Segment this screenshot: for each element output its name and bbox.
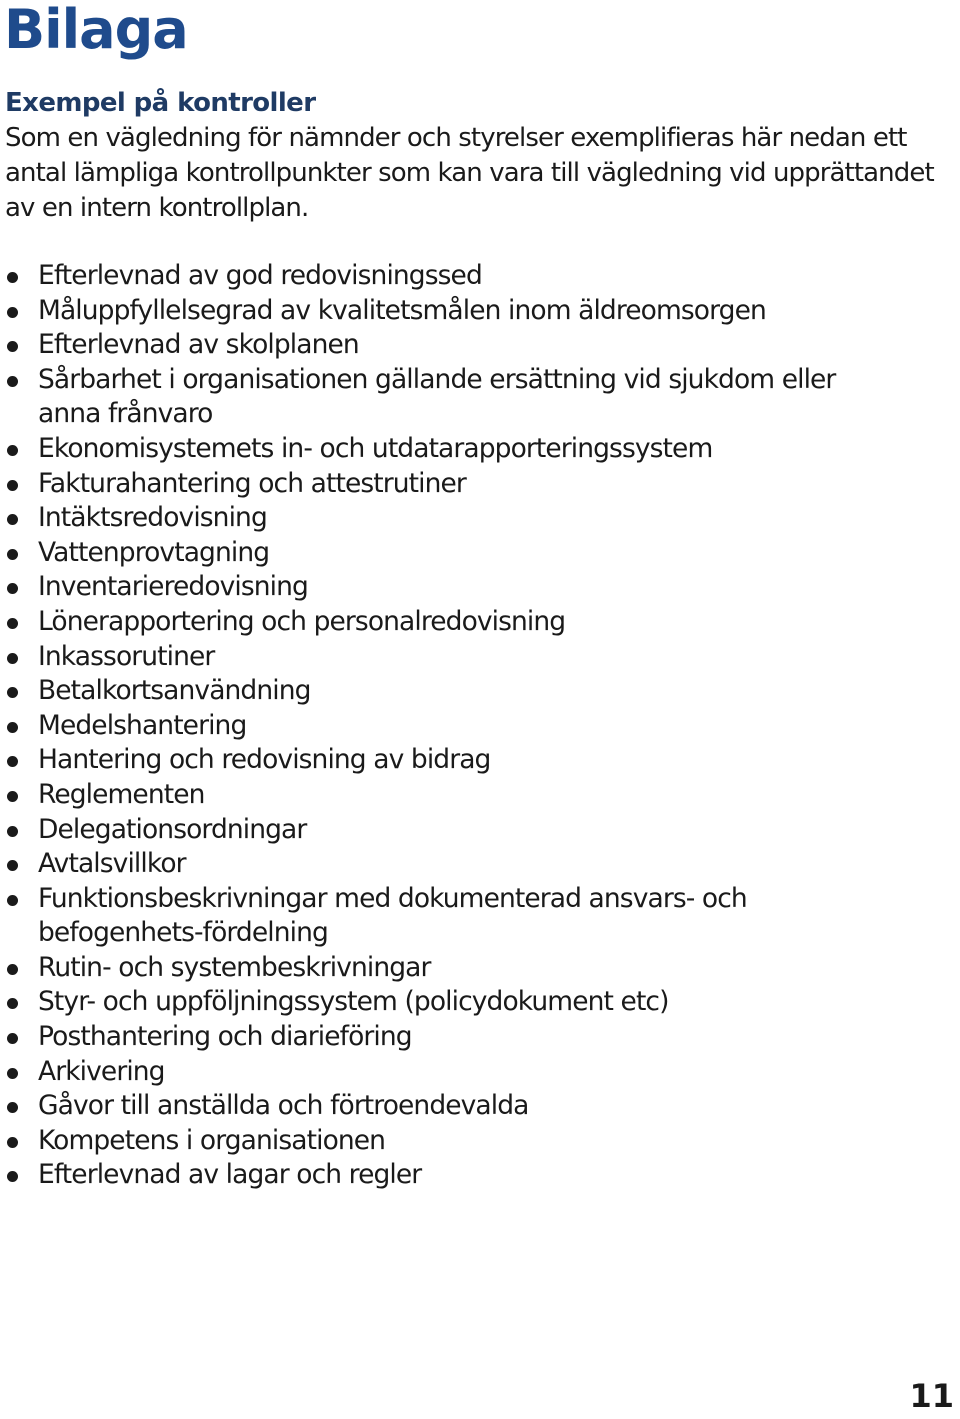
list-item-text: Måluppfyllelsegrad av kvalitetsmålen inom äldreomsorgen — [38, 294, 766, 326]
bullet-icon — [7, 998, 18, 1009]
list-item — [0, 1055, 900, 1090]
bullet-icon — [7, 791, 18, 802]
bullet-icon — [7, 653, 18, 664]
list-item — [0, 951, 900, 986]
bullet-icon — [7, 307, 18, 318]
list-item — [0, 328, 900, 363]
list-item — [0, 743, 900, 778]
list-item — [0, 536, 900, 571]
bullet-icon — [7, 1171, 18, 1182]
bullet-icon — [7, 514, 18, 525]
list-item — [0, 1020, 900, 1055]
list-item-text: Intäktsredovisning — [38, 502, 267, 534]
list-item-text: Avtalsvillkor — [38, 848, 186, 880]
list-item — [0, 294, 900, 329]
list-item — [0, 501, 900, 536]
list-item-text: Kompetens i organisationen — [38, 1124, 386, 1156]
list-item — [0, 467, 900, 502]
list-item-text: Fakturahantering och attestrutiner — [38, 467, 466, 499]
list-item-text: Medelshantering — [38, 709, 247, 741]
bullet-icon — [7, 341, 18, 352]
list-item — [0, 847, 900, 882]
list-item — [0, 778, 900, 813]
list-item — [0, 605, 900, 640]
bullet-icon — [7, 376, 18, 387]
list-item — [0, 813, 900, 848]
list-item-text: Delegationsordningar — [38, 813, 307, 845]
list-item-text: Inkassorutiner — [38, 640, 215, 672]
list-item — [0, 1089, 900, 1124]
list-item-text: Hantering och redovisning av bidrag — [38, 744, 491, 776]
list-item-text: Funktionsbeskrivningar med dokumenterad ansvars- och befogenhets-fördelning — [38, 882, 747, 949]
page-title: Bilaga — [4, 0, 188, 61]
list-item-text: Ekonomisystemets in- och utdatarapporteringssystem — [38, 432, 713, 464]
list-item-text: Efterlevnad av lagar och regler — [38, 1159, 422, 1191]
control-points-list — [0, 259, 900, 1193]
list-item-text: Arkivering — [38, 1055, 165, 1087]
list-item — [0, 709, 900, 744]
bullet-icon — [7, 1068, 18, 1079]
bullet-icon — [7, 1033, 18, 1044]
list-item — [0, 985, 900, 1020]
bullet-icon — [7, 1102, 18, 1113]
list-item-text: Gåvor till anställda och förtroendevalda — [38, 1090, 529, 1122]
list-item-text: Rutin- och systembeskrivningar — [38, 951, 431, 983]
list-item — [0, 1124, 900, 1159]
bullet-icon — [7, 756, 18, 767]
bullet-icon — [7, 272, 18, 283]
list-item-text: Reglementen — [38, 778, 205, 810]
list-item-text: Inventarieredovisning — [38, 571, 308, 603]
list-item-text: Betalkortsanvändning — [38, 675, 311, 707]
list-item — [0, 1158, 900, 1193]
intro-paragraph: Som en vägledning för nämnder och styrelser exemplifieras här nedan ett antal lämpliga kontrollpunkter som kan vara till vägledning vid upprättandet av en intern kontrollplan. — [5, 123, 934, 223]
bullet-icon — [7, 687, 18, 698]
bullet-icon — [7, 964, 18, 975]
bullet-icon — [7, 618, 18, 629]
list-item — [0, 432, 900, 467]
list-item — [0, 363, 900, 432]
list-item-text: Lönerapportering och personalredovisning — [38, 605, 566, 637]
list-item — [0, 882, 900, 951]
bullet-icon — [7, 895, 18, 906]
list-item-text: Posthantering och diarieföring — [38, 1021, 412, 1053]
page-number: 11 — [909, 1377, 954, 1415]
list-item — [0, 570, 900, 605]
bullet-icon — [7, 860, 18, 871]
bullet-icon — [7, 826, 18, 837]
list-item-text: Vattenprovtagning — [38, 536, 270, 568]
bullet-icon — [7, 583, 18, 594]
list-item-text: Efterlevnad av god redovisningssed — [38, 260, 482, 291]
bullet-icon — [7, 480, 18, 491]
list-item — [0, 674, 900, 709]
list-item — [0, 259, 900, 294]
list-item-text: Efterlevnad av skolplanen — [38, 329, 359, 361]
list-item-text: Styr- och uppföljningssystem (policydokument etc) — [38, 986, 669, 1018]
list-item-text: Sårbarhet i organisationen gällande ersättning vid sjukdom eller anna frånvaro — [38, 363, 836, 430]
bullet-icon — [7, 445, 18, 456]
section-heading: Exempel på kontroller — [5, 88, 316, 118]
bullet-icon — [7, 549, 18, 560]
bullet-icon — [7, 1137, 18, 1148]
bullet-icon — [7, 722, 18, 733]
list-item — [0, 640, 900, 675]
